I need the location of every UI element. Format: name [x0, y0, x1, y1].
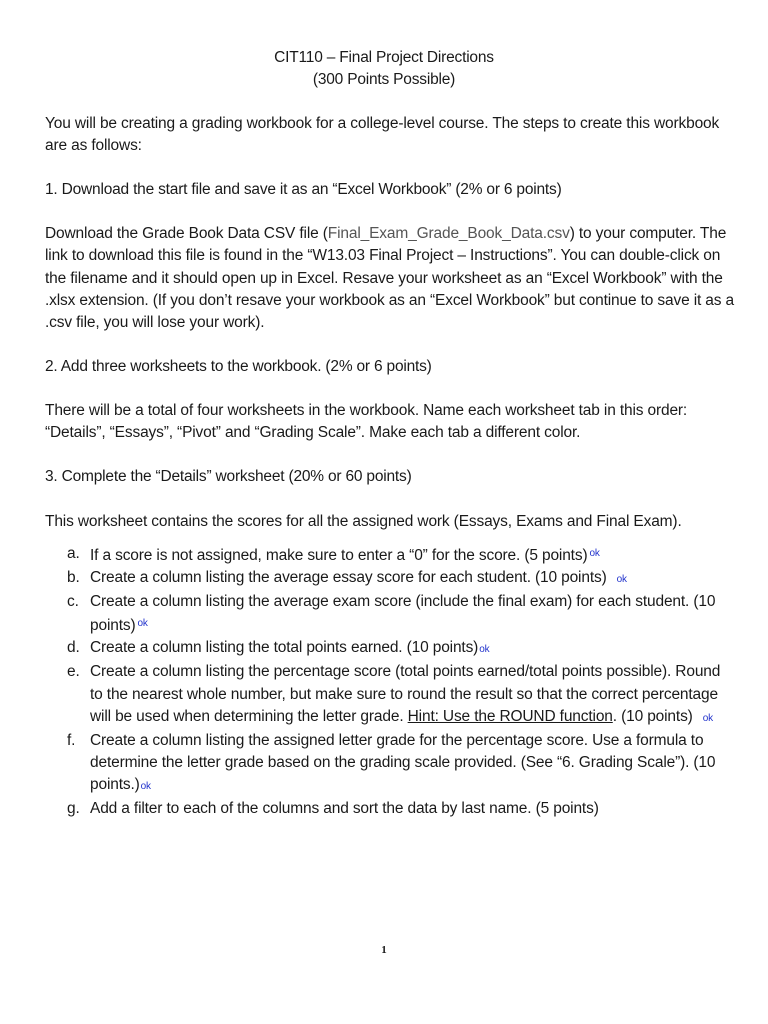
list-item-text: Create a column listing the total points earned. (10 points) [90, 639, 479, 657]
ok-annotation: ok [616, 574, 627, 586]
section-2-heading: 2. Add three worksheets to the workbook. (2% or 6 points) [45, 358, 432, 375]
page-number: 1 [381, 944, 387, 956]
list-item-text: Create a column listing the average exam score (include the final exam) for each student. (10 points) [90, 593, 716, 635]
list-item [45, 730, 735, 798]
list-marker: a. [67, 545, 80, 562]
list-item [45, 567, 735, 591]
section-1-body-after: ) to your computer. The link to download this file is found in the “W13.03 Final Project – Instructions”. You can double-click on the filename and it should open up in Excel. Resave your worksheet as an “Excel Workbook” with the .xlsx extension. (If you don’t resave your workbook as an “Excel Workbook” but continue to save it as a .csv file, you will lose your work). [45, 225, 734, 332]
list-item-text: Create a column listing the assigned letter grade for the percentage score. Use a formula to determine the letter grade based on the grading scale provided. (See “6. Grading Scale”). (10 points.) [90, 731, 716, 793]
document-subtitle: (300 Points Possible) [312, 71, 456, 88]
intro-paragraph: You will be creating a grading workbook for a college-level course. The steps to create this workbook are as follows: [45, 115, 720, 155]
list-item [45, 661, 735, 729]
list-marker: g. [67, 800, 80, 818]
list-marker: e. [67, 663, 80, 681]
ok-annotation: ok [479, 644, 490, 656]
list-marker: d. [67, 639, 80, 657]
list-item-text: Create a column listing the average essay score for each student. (10 points) [90, 569, 607, 587]
ok-annotation: ok [140, 780, 151, 792]
section-2-body: There will be a total of four worksheets in the workbook. Name each worksheet tab in this order: “Details”, “Essays”, “Pivot” and “Grading Scale”. Make each tab a different color. [45, 402, 688, 442]
section-3-heading: 3. Complete the “Details” worksheet (20% or 60 points) [45, 468, 412, 485]
section-1-body [45, 223, 735, 334]
list-item-text: Add a filter to each of the columns and sort the data by last name. (5 points) [90, 800, 599, 818]
document-title: CIT110 – Final Project Directions [274, 49, 494, 66]
section-1-body-before: Download the Grade Book Data CSV file ( [45, 225, 328, 242]
list-item [45, 591, 735, 637]
list-item [45, 637, 735, 661]
ok-annotation: ok [137, 618, 148, 630]
details-steps-list [45, 543, 735, 820]
ok-annotation: ok [702, 712, 713, 724]
list-marker: f. [67, 731, 76, 749]
list-item-text: Create a column listing the percentage score (total points earned/total points possible). Round to the nearest whole number, but make sure to round the result so that the correct percentage will be used when determining the letter grade. [90, 663, 721, 725]
list-item [45, 798, 735, 820]
round-function-hint: Hint: Use the ROUND function [407, 707, 613, 725]
list-marker: b. [67, 569, 80, 587]
list-item-text-after: . (10 points) [612, 707, 693, 725]
csv-filename: Final_Exam_Grade_Book_Data.csv [327, 225, 570, 242]
list-item [45, 543, 735, 567]
list-item-text: If a score is not assigned, make sure to enter a “0” for the score. (5 points) [90, 547, 588, 564]
list-marker: c. [67, 593, 79, 611]
section-1-heading: 1. Download the start file and save it as an “Excel Workbook” (2% or 6 points) [45, 181, 562, 198]
section-3-body: This worksheet contains the scores for all the assigned work (Essays, Exams and Final Exam). [45, 513, 682, 530]
ok-annotation: ok [589, 548, 600, 559]
